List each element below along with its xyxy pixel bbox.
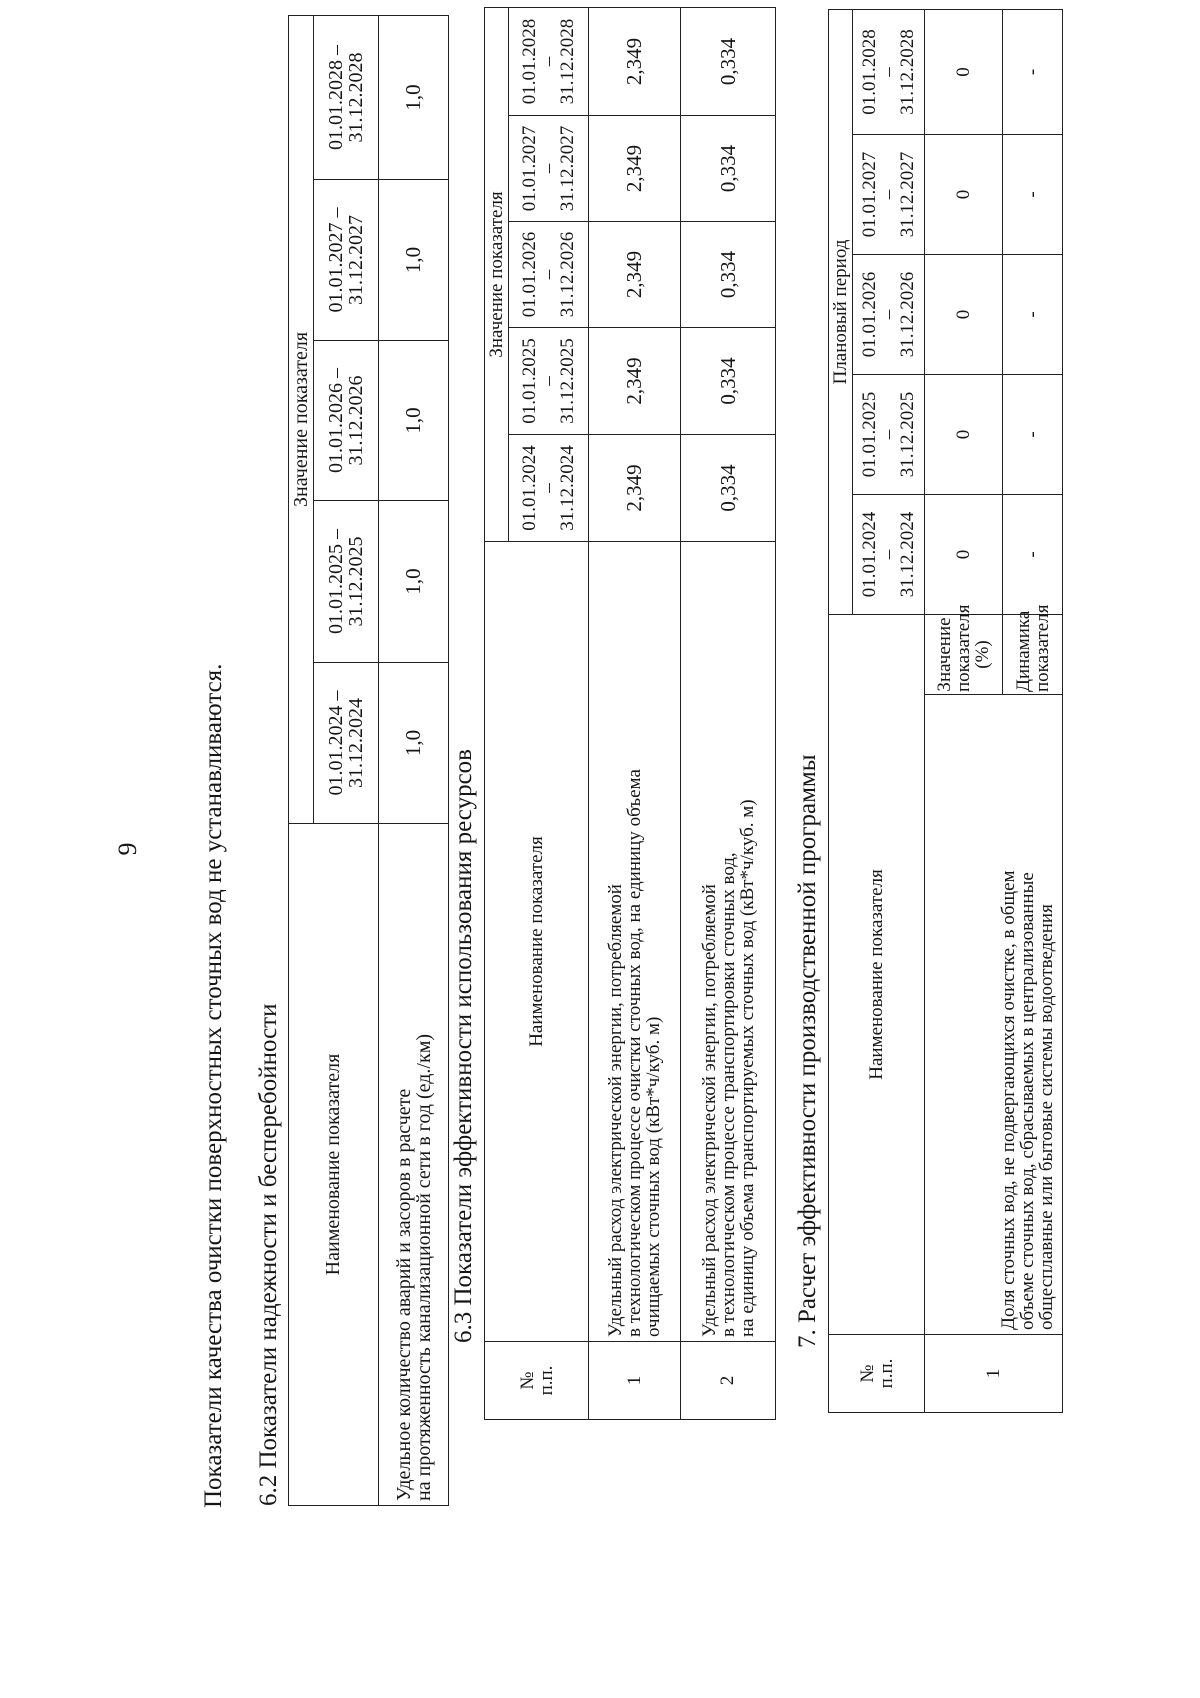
value-cell: 2,349 (589, 116, 681, 222)
period-header: 01.01.2028 – 31.12.2028 (509, 7, 589, 115)
sub-indicator-value: Значение показателя (%) (925, 614, 1003, 694)
value-cell: 0,334 (681, 328, 776, 435)
indicator-name: Удельный расход электрической энергии, потребляемой в технологическом процессе транспортировки сточных вод, на единицу объема транспортируемых сточных вод (кВт*ч/куб. м) (681, 542, 776, 1342)
period-header: 01.01.2024 – 31.12.2024 (853, 494, 925, 614)
period-header: 01.01.2028 – 31.12.2028 (314, 15, 379, 179)
header-no: № п.п. (485, 1342, 589, 1420)
value-cell: 1,0 (379, 341, 449, 501)
period-header: 01.01.2026 – 31.12.2026 (509, 222, 589, 328)
header-name: Наименование показателя (289, 824, 379, 1506)
value-cell: 2,349 (589, 328, 681, 435)
period-header: 01.01.2026 – 31.12.2026 (853, 254, 925, 374)
period-header: 01.01.2026 – 31.12.2026 (314, 341, 379, 501)
value-cell: 0 (925, 254, 1003, 374)
value-cell: 0 (925, 374, 1003, 494)
value-cell: 0 (925, 494, 1003, 614)
period-header: 01.01.2027 – 31.12.2027 (853, 134, 925, 254)
reliability-table (288, 15, 449, 1506)
value-cell: 1,0 (379, 663, 449, 824)
value-cell: - (1003, 134, 1063, 254)
value-cell: 0 (925, 134, 1003, 254)
resources-table (484, 7, 776, 1420)
section-6-2-title: 6.2 Показатели надежности и бесперебойности (255, 1003, 282, 1506)
value-cell: 0,334 (681, 7, 776, 115)
period-header: 01.01.2028 – 31.12.2028 (853, 9, 925, 134)
value-cell: 2,349 (589, 435, 681, 542)
value-cell: 0 (925, 9, 1003, 134)
value-cell: 2,349 (589, 7, 681, 115)
value-cell: 1,0 (379, 180, 449, 341)
period-header: 01.01.2024 – 31.12.2024 (314, 663, 379, 824)
period-header: 01.01.2027 – 31.12.2027 (314, 180, 379, 341)
indicator-name: Удельный расход электрической энергии, потребляемой в технологическом процессе очистки сточных вод, на единицу объема очищаемых сточных вод (кВт*ч/куб. м) (589, 542, 681, 1342)
period-header: 01.01.2025 – 31.12.2025 (509, 328, 589, 435)
header-no: № п.п. (829, 1335, 925, 1413)
quality-note: Показатели качества очистки поверхностных сточных вод не устанавливаются. (200, 663, 227, 1508)
value-cell: 0,334 (681, 435, 776, 542)
period-header: 01.01.2024 – 31.12.2024 (509, 435, 589, 542)
section-6-3-title: 6.3 Показатели эффективности использования ресурсов (450, 749, 477, 1343)
header-value: Значение показателя (485, 7, 509, 541)
header-value: Значение показателя (289, 15, 314, 823)
section-7-title: 7. Расчет эффективности производственной программы (794, 754, 821, 1348)
value-cell: 0,334 (681, 222, 776, 328)
value-cell: 1,0 (379, 15, 449, 179)
value-cell: - (1003, 9, 1063, 134)
period-header: 01.01.2025 – 31.12.2025 (314, 501, 379, 663)
sub-indicator-dynamics: Динамика показателя (1003, 614, 1063, 694)
page-number: 9 (113, 842, 142, 856)
value-cell: 0,334 (681, 116, 776, 222)
row-number: 2 (681, 1342, 776, 1420)
period-header: 01.01.2025 – 31.12.2025 (853, 374, 925, 494)
row-number: 1 (925, 1335, 1063, 1413)
period-header: 01.01.2027 – 31.12.2027 (509, 116, 589, 222)
header-period: Плановый период (829, 9, 853, 614)
value-cell: - (1003, 254, 1063, 374)
header-name: Наименование показателя (829, 614, 925, 1334)
indicator-name: Удельное количество аварий и засоров в расчете на протяженность канализационной сети в год (ед./км) (379, 824, 449, 1506)
value-cell: 1,0 (379, 501, 449, 663)
value-cell: - (1003, 494, 1063, 614)
row-number: 1 (589, 1342, 681, 1420)
value-cell: - (1003, 374, 1063, 494)
value-cell: 2,349 (589, 222, 681, 328)
efficiency-table (828, 9, 1063, 1413)
header-name: Наименование показателя (485, 542, 589, 1342)
indicator-name: Доля сточных вод, не подвергающихся очистке, в общем объеме сточных вод, сбрасываемых в централизованные общесплавные или бытовые системы водоотведения (925, 695, 1063, 1335)
